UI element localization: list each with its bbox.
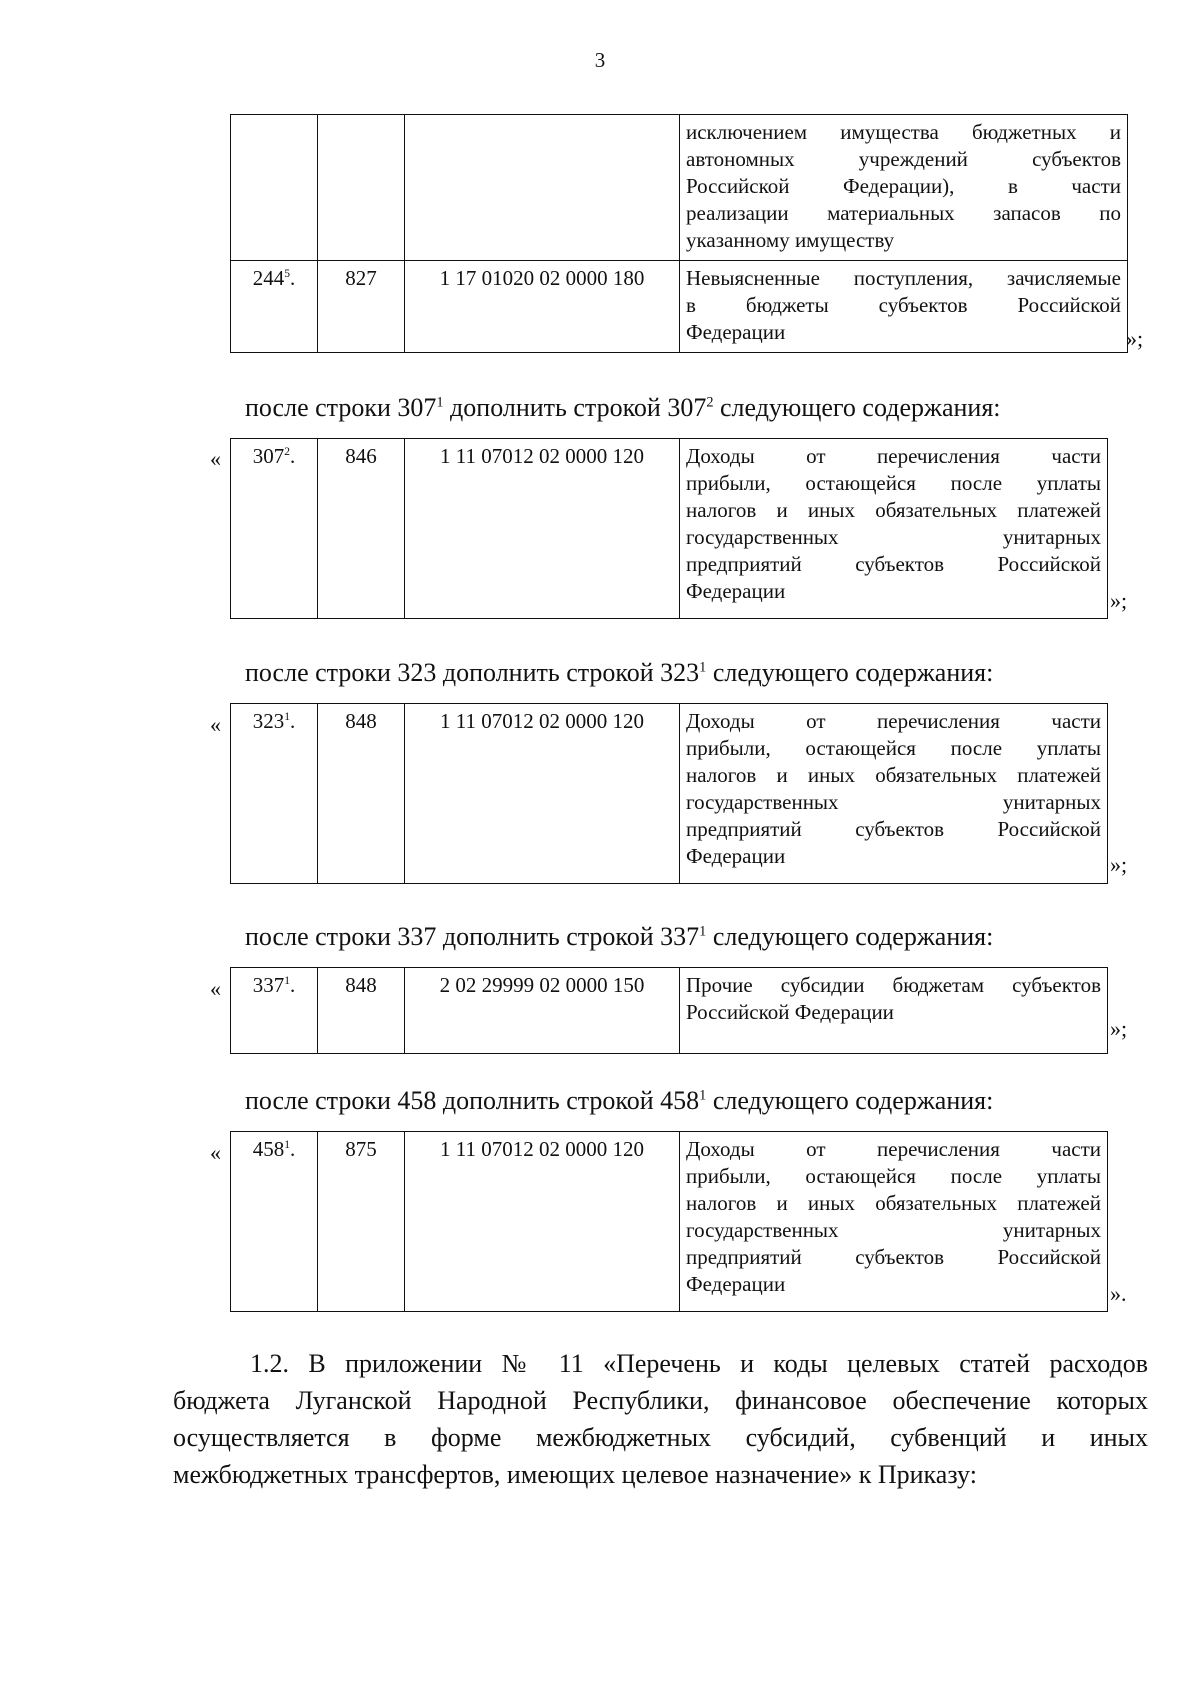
budget-code-cell: 1 11 07012 02 0000 120 (405, 439, 680, 619)
admin-code-cell: 875 (318, 1132, 405, 1312)
row-number-cell (231, 115, 318, 261)
description-line: реализации материальных запасов по (686, 201, 1121, 225)
row-number-cell: $458^1$. (231, 1132, 318, 1312)
table-row (231, 439, 1108, 619)
budget-code-cell: 1 11 07012 02 0000 120 (405, 1132, 680, 1312)
description-line: государственных унитарных (686, 790, 1101, 814)
opening-quote: « (210, 976, 221, 1001)
description-cell (680, 439, 1108, 619)
description-line: государственных унитарных (686, 1218, 1101, 1242)
table-row (231, 704, 1108, 884)
opening-quote: « (210, 712, 221, 737)
page-number: 3 (594, 48, 606, 72)
admin-code-cell: 848 (318, 968, 405, 1054)
body-paragraph (173, 1345, 1148, 1493)
row-number-cell: $244^5$. (231, 261, 318, 353)
paragraph-line: 1.2. В приложении № 11 «Перечень и коды целевых статей расходов (250, 1349, 1148, 1378)
description-line: исключением имущества бюджетных и (686, 120, 1121, 144)
description-line: Доходы от перечисления части (686, 444, 1101, 468)
insertion-instruction: после строки $307^1$ дополнить строкой $307^2$ следующего содержания: (245, 393, 1001, 422)
description-line: Невыясненные поступления, зачисляемые (686, 266, 1121, 290)
insertion-instruction: после строки 323 дополнить строкой $323^1$ следующего содержания: (245, 658, 994, 687)
description-line: прибыли, остающейся после уплаты (686, 1164, 1101, 1188)
description-line: указанному имуществу (686, 228, 895, 252)
revenue-table (230, 967, 1108, 1054)
row-number-cell: $323^1$. (231, 704, 318, 884)
budget-code-cell (405, 115, 680, 261)
budget-code-cell: 1 11 07012 02 0000 120 (405, 704, 680, 884)
closing-quote: »; (1110, 1016, 1128, 1041)
insertion-instruction: после строки 458 дополнить строкой $458^1$ следующего содержания: (245, 1086, 994, 1115)
revenue-table (230, 438, 1108, 619)
closing-quote: »; (1110, 588, 1128, 613)
description-line: Федерации (686, 320, 786, 344)
budget-code-cell: 2 02 29999 02 0000 150 (405, 968, 680, 1054)
description-line: предприятий субъектов Российской (686, 1245, 1101, 1269)
opening-quote: « (210, 446, 221, 471)
closing-quote: »; (1126, 326, 1144, 351)
closing-quote: ». (1110, 1281, 1127, 1306)
table-row (231, 968, 1108, 1054)
description-line: Доходы от перечисления части (686, 709, 1101, 733)
description-line: государственных унитарных (686, 525, 1101, 549)
admin-code-cell: 827 (318, 261, 405, 353)
paragraph-line: межбюджетных трансфертов, имеющих целевое назначение» к Приказу: (173, 1460, 977, 1489)
description-line: предприятий субъектов Российской (686, 817, 1101, 841)
description-line: Доходы от перечисления части (686, 1137, 1101, 1161)
description-line: Прочие субсидии бюджетам субъектов (686, 973, 1101, 997)
description-line: Федерации (686, 579, 786, 603)
description-line: в бюджеты субъектов Российской (686, 293, 1121, 317)
description-line: Федерации (686, 844, 786, 868)
table-row (231, 1132, 1108, 1312)
row-number-cell: $307^2$. (231, 439, 318, 619)
admin-code-cell (318, 115, 405, 261)
table-row (231, 261, 1128, 353)
description-cell (680, 1132, 1108, 1312)
description-line: налогов и иных обязательных платежей (686, 1191, 1101, 1215)
description-line: прибыли, остающейся после уплаты (686, 471, 1101, 495)
description-line: налогов и иных обязательных платежей (686, 763, 1101, 787)
description-cell (680, 115, 1128, 261)
revenue-table (230, 1131, 1108, 1312)
description-cell (680, 968, 1108, 1054)
description-cell (680, 704, 1108, 884)
table-row (231, 115, 1128, 261)
description-line: налогов и иных обязательных платежей (686, 498, 1101, 522)
description-line: автономных учреждений субъектов (686, 147, 1121, 171)
description-line: предприятий субъектов Российской (686, 552, 1101, 576)
description-line: Российской Федерации (686, 1000, 894, 1024)
description-line: Российской Федерации), в части (686, 174, 1121, 198)
admin-code-cell: 846 (318, 439, 405, 619)
closing-quote: »; (1110, 852, 1128, 877)
revenue-table (230, 703, 1108, 884)
row-number-cell: $337^1$. (231, 968, 318, 1054)
admin-code-cell: 848 (318, 704, 405, 884)
budget-code-cell: 1 17 01020 02 0000 180 (405, 261, 680, 353)
revenue-table-continuation (230, 114, 1128, 353)
opening-quote: « (210, 1140, 221, 1165)
paragraph-line: бюджета Луганской Народной Республики, финансовое обеспечение которых (173, 1386, 1148, 1415)
insertion-instruction: после строки 337 дополнить строкой $337^1$ следующего содержания: (245, 922, 994, 951)
description-cell (680, 261, 1128, 353)
paragraph-line: осуществляется в форме межбюджетных субсидий, субвенций и иных (173, 1423, 1148, 1452)
description-line: прибыли, остающейся после уплаты (686, 736, 1101, 760)
description-line: Федерации (686, 1272, 786, 1296)
